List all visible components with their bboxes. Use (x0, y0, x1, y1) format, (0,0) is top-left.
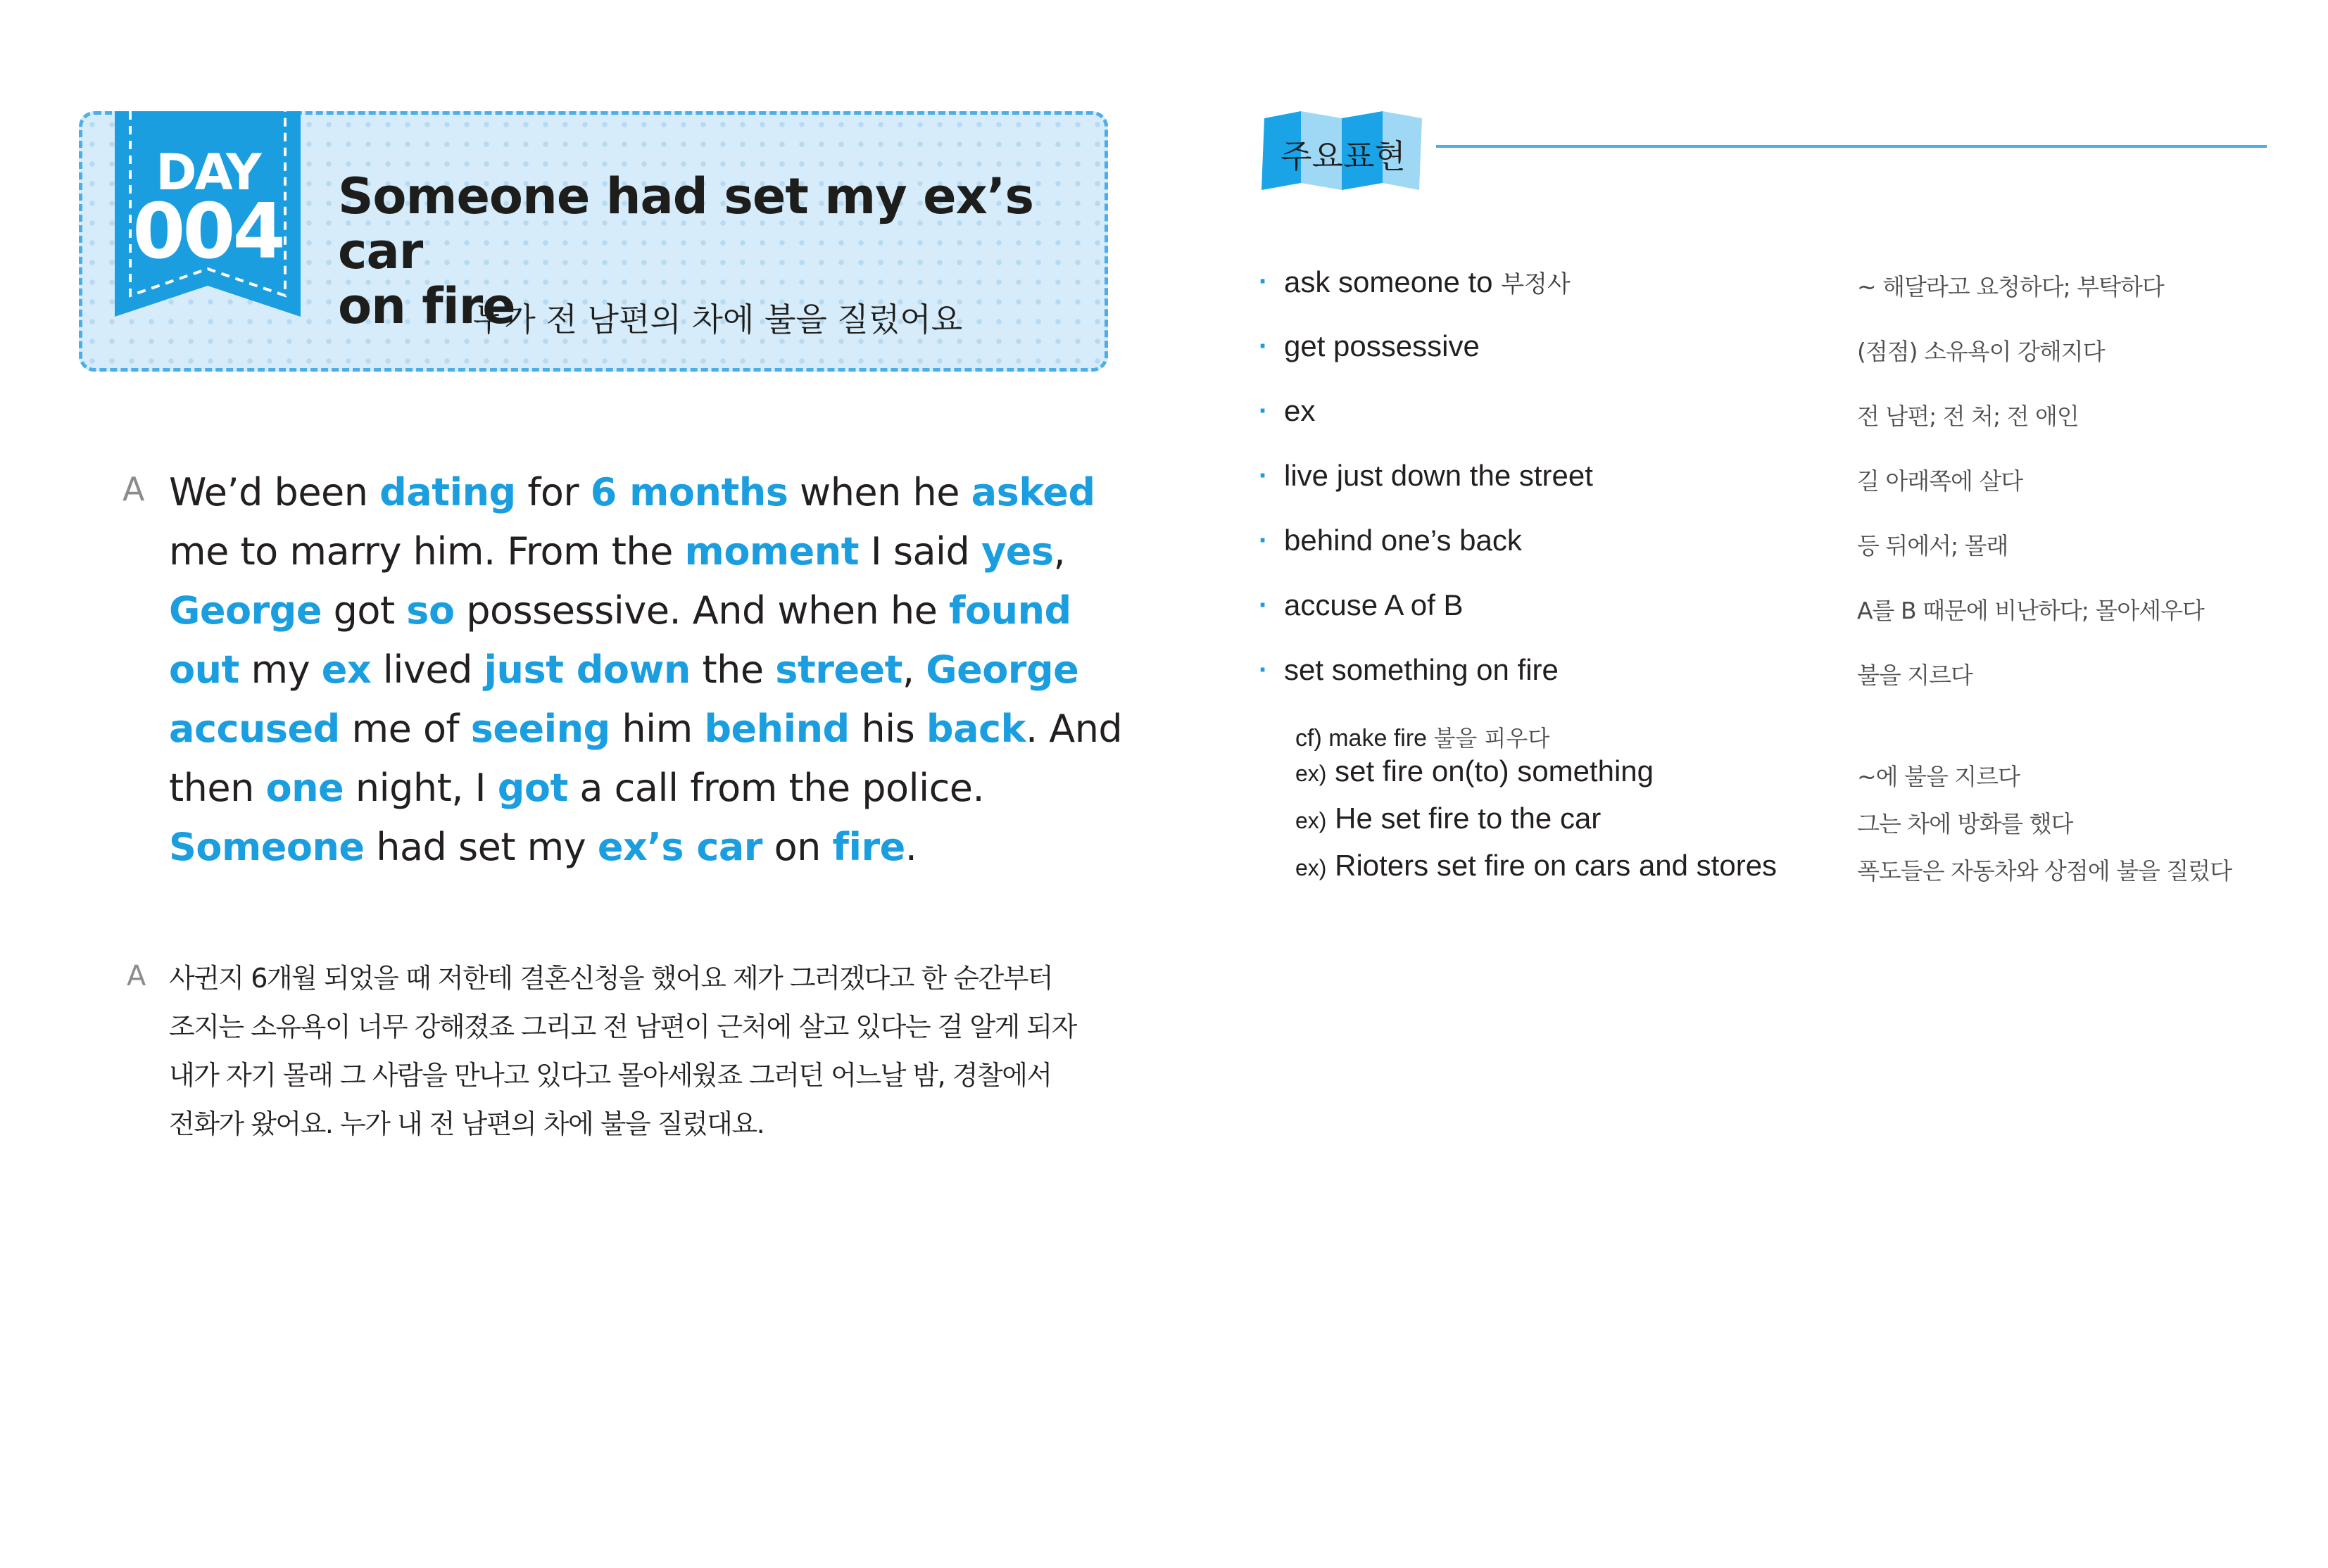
expression-text: ask someone to (1284, 265, 1493, 298)
highlighted-word: dating (379, 470, 516, 514)
highlighted-word: seeing (470, 707, 610, 751)
dialogue-text: me to marry him. From the (169, 529, 685, 574)
bullet-icon: · (1259, 266, 1269, 297)
dialogue-text: I said (859, 529, 981, 574)
section-divider (1436, 145, 2267, 148)
expression-meaning: 전 남편; 전 처; 전 애인 (1857, 403, 2079, 430)
dialogue-text: . And then (169, 707, 1123, 810)
highlighted-word: got (497, 766, 568, 810)
highlighted-word: just down (484, 647, 691, 692)
expression-item (1259, 325, 2286, 367)
cf-meaning: 불을 피우다 (1433, 725, 1550, 752)
highlighted-word: asked (971, 470, 1095, 514)
dialogue-text: got (321, 588, 407, 633)
translation-line: 전화가 왔어요. 누가 내 전 남편의 차에 불을 질렀대요. (169, 1108, 765, 1139)
dialogue-text: had set my (364, 825, 598, 869)
expression-meaning: (점점) 소유욕이 강해지다 (1857, 338, 2105, 365)
highlighted-word: ex’s car (597, 825, 762, 869)
example-text: set fire on(to) something (1335, 754, 1654, 788)
key-expressions-label: 주요표현 (1281, 137, 1406, 175)
bullet-icon: · (1259, 331, 1269, 362)
expression-meaning: 길 아래쪽에 살다 (1857, 467, 2023, 495)
highlighted-word: fire (832, 825, 905, 869)
highlighted-word: found out (169, 588, 1071, 692)
day-ribbon-badge (115, 111, 301, 317)
dialogue-text: his (849, 707, 926, 751)
example-tag: ex) (1295, 855, 1327, 880)
expression-en (1284, 265, 1571, 299)
dialogue-text: me of (339, 707, 471, 751)
lesson-title-line2: on fire (338, 277, 515, 335)
dialogue-text: night, I (344, 766, 498, 810)
bullet-icon: · (1259, 460, 1269, 491)
expression-item (1259, 649, 2286, 691)
dialogue-text: , (902, 647, 926, 692)
example-item (1259, 845, 2286, 887)
expression-meaning: 등 뒤에서; 몰래 (1857, 532, 2008, 559)
example-text: Rioters set fire on cars and stores (1335, 849, 1778, 882)
expression-item (1259, 584, 2286, 626)
expression-en: behind one’s back (1284, 524, 1522, 557)
highlighted-word: ex (321, 647, 372, 692)
highlighted-word: yes (981, 529, 1054, 574)
expression-item (1259, 390, 2286, 432)
highlighted-word: behind (704, 707, 850, 751)
cf-text (1295, 721, 1549, 753)
example-tag: ex) (1295, 808, 1327, 833)
dialogue-text: possessive. And when he (454, 588, 950, 633)
example-meaning: ~에 불을 지르다 (1857, 763, 2020, 790)
dialogue-text: lived (371, 647, 484, 692)
bullet-icon: · (1259, 590, 1269, 621)
highlighted-word: street (775, 647, 902, 692)
translation-line: 조지는 소유욕이 너무 강해졌죠 그리고 전 남편이 근처에 살고 있다는 걸 알게 되자 (169, 1011, 1076, 1042)
lesson-title-ko: 누가 전 남편의 차에 불을 질렀어요 (473, 301, 963, 339)
key-expressions-tag (1259, 111, 1428, 190)
lesson-title-line1: Someone had set my ex’s car (338, 167, 1034, 280)
expression-meaning: ~ 해달라고 요청하다; 부탁하다 (1857, 273, 2164, 301)
speaker-label-ko: A (127, 960, 146, 992)
bullet-icon: · (1259, 655, 1269, 685)
expression-en: ex (1284, 394, 1316, 427)
dialogue-text: him (610, 707, 705, 751)
dialogue-english (169, 463, 1126, 877)
expression-item (1259, 455, 2286, 497)
dialogue-text: . (905, 825, 917, 869)
cf-note (1259, 714, 2286, 756)
expression-note-ko: 부정사 (1501, 270, 1571, 298)
example-meaning: 폭도들은 자동차와 상점에 불을 질렀다 (1857, 857, 2232, 885)
expression-meaning: A를 B 때문에 비난하다; 몰아세우다 (1857, 597, 2204, 624)
cf-expression: make fire (1328, 725, 1428, 752)
highlighted-word: Someone (169, 825, 365, 869)
dialogue-text: , (1053, 529, 1066, 574)
dialogue-text: a call from the police. (567, 766, 985, 810)
bullet-icon: · (1259, 525, 1269, 556)
cf-tag: cf) (1295, 725, 1322, 752)
example-meaning: 그는 차에 방화를 했다 (1857, 810, 2073, 837)
translation-line: 내가 자기 몰래 그 사람을 만나고 있다고 몰아세웠죠 그러던 어느날 밤, 경찰에서 (169, 1060, 1052, 1091)
expression-en: accuse A of B (1284, 588, 1464, 621)
example-item (1259, 750, 2286, 792)
dialogue-text: when he (788, 470, 971, 514)
expression-item (1259, 519, 2286, 562)
dialogue-text: for (515, 470, 591, 514)
highlighted-word: so (406, 588, 455, 633)
expression-meaning: 불을 지르다 (1857, 662, 1972, 689)
highlighted-word: 6 months (590, 470, 788, 514)
expression-en: get possessive (1284, 329, 1480, 362)
expression-en: live just down the street (1284, 459, 1593, 492)
expression-item (1259, 260, 2286, 303)
dialogue-text: We’d been (169, 470, 380, 514)
dialogue-text: my (239, 647, 322, 692)
day-label: DAY (156, 144, 260, 201)
translation-line: 사귄지 6개월 되었을 때 저한테 결혼신청을 했어요 제가 그러겠다고 한 순간부터 (169, 963, 1053, 994)
highlighted-word: moment (684, 529, 860, 574)
example-tag: ex) (1295, 761, 1327, 786)
highlighted-word: George (169, 588, 322, 633)
example-text: He set fire to the car (1335, 802, 1602, 835)
example-en (1295, 802, 1601, 835)
expression-en: set something on fire (1284, 653, 1559, 686)
example-en (1295, 754, 1654, 788)
highlighted-word: one (265, 766, 344, 810)
highlighted-word: George accused (169, 647, 1079, 751)
speaker-label-en: A (122, 470, 145, 508)
dialogue-text: on (762, 825, 833, 869)
dialogue-text: the (690, 647, 776, 692)
example-en (1295, 849, 1777, 883)
dialogue-korean (169, 954, 1126, 1149)
day-number: 004 (132, 188, 283, 276)
highlighted-word: back (926, 707, 1026, 751)
example-item (1259, 797, 2286, 840)
bullet-icon: · (1259, 396, 1269, 426)
